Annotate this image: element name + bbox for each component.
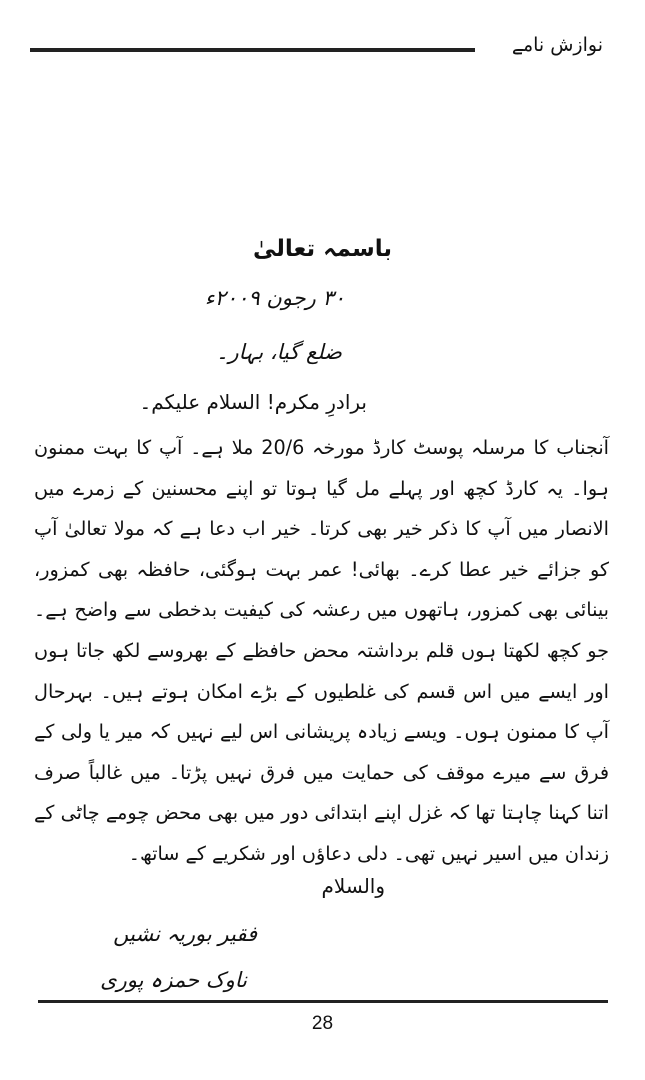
letter-valediction: والسلام [321, 874, 385, 898]
letter-salutation: برادرِ مکرم! السلام علیکم۔ [139, 390, 367, 414]
letter-place: ضلع گیا، بہار۔ [216, 340, 342, 364]
running-head: نوازش نامے [511, 34, 603, 56]
header-rule [30, 48, 475, 52]
page-number: 28 [311, 1013, 334, 1034]
letter-date: ۳۰ رجون ۲۰۰۹ء [204, 286, 345, 310]
signature-line-1: فقیر بوریہ نشیں [113, 922, 257, 946]
letter-body [34, 428, 609, 875]
signature-line-2: ناوک حمزہ پوری [100, 968, 247, 992]
footer-rule [38, 1000, 608, 1003]
letter-heading: باسمہ تعالیٰ [253, 236, 392, 262]
body-paragraph: آنجناب کا مرسلہ پوسٹ کارڈ مورخہ 20/6 ملا ہے۔ آپ کا بہت ممنون ہوا۔ یہ کارڈ کچھ اور پہلے مل گیا ہوتا تو اپنے محسنین کے زمرے میں الانصار میں آپ کا ذکر خیر بھی کرتا۔ خیر اب دعا ہے کہ مولا تعالیٰ آپ کو جزائے خیر عطا کرے۔ بھائی! عمر بہت ہوگئی، حافظہ بھی کمزور، بینائی بھی کمزور، ہاتھوں میں رعشہ کی کیفیت بدخطی سے واضح ہے۔ جو کچھ لکھتا ہوں قلم برداشتہ محض حافظے کے بھروسے لکھ جاتا ہوں اور ایسے میں اس قسم کی غلطیوں کے بڑے امکان ہوتے ہیں۔ بہرحال آپ کا ممنون ہوں۔ ویسے زیادہ پریشانی اس لیے نہیں کہ میر یا ولی کے فرق سے میرے موقف کی حمایت میں فرق نہیں پڑتا۔ میں غالباً صرف اتنا کہنا چاہتا تھا کہ غزل اپنے ابتدائی دور میں بھی محض چومے چاٹی کے زندان میں اسیر نہیں تھی۔ دلی دعاؤں اور شکریے کے ساتھ۔ [34, 436, 609, 865]
